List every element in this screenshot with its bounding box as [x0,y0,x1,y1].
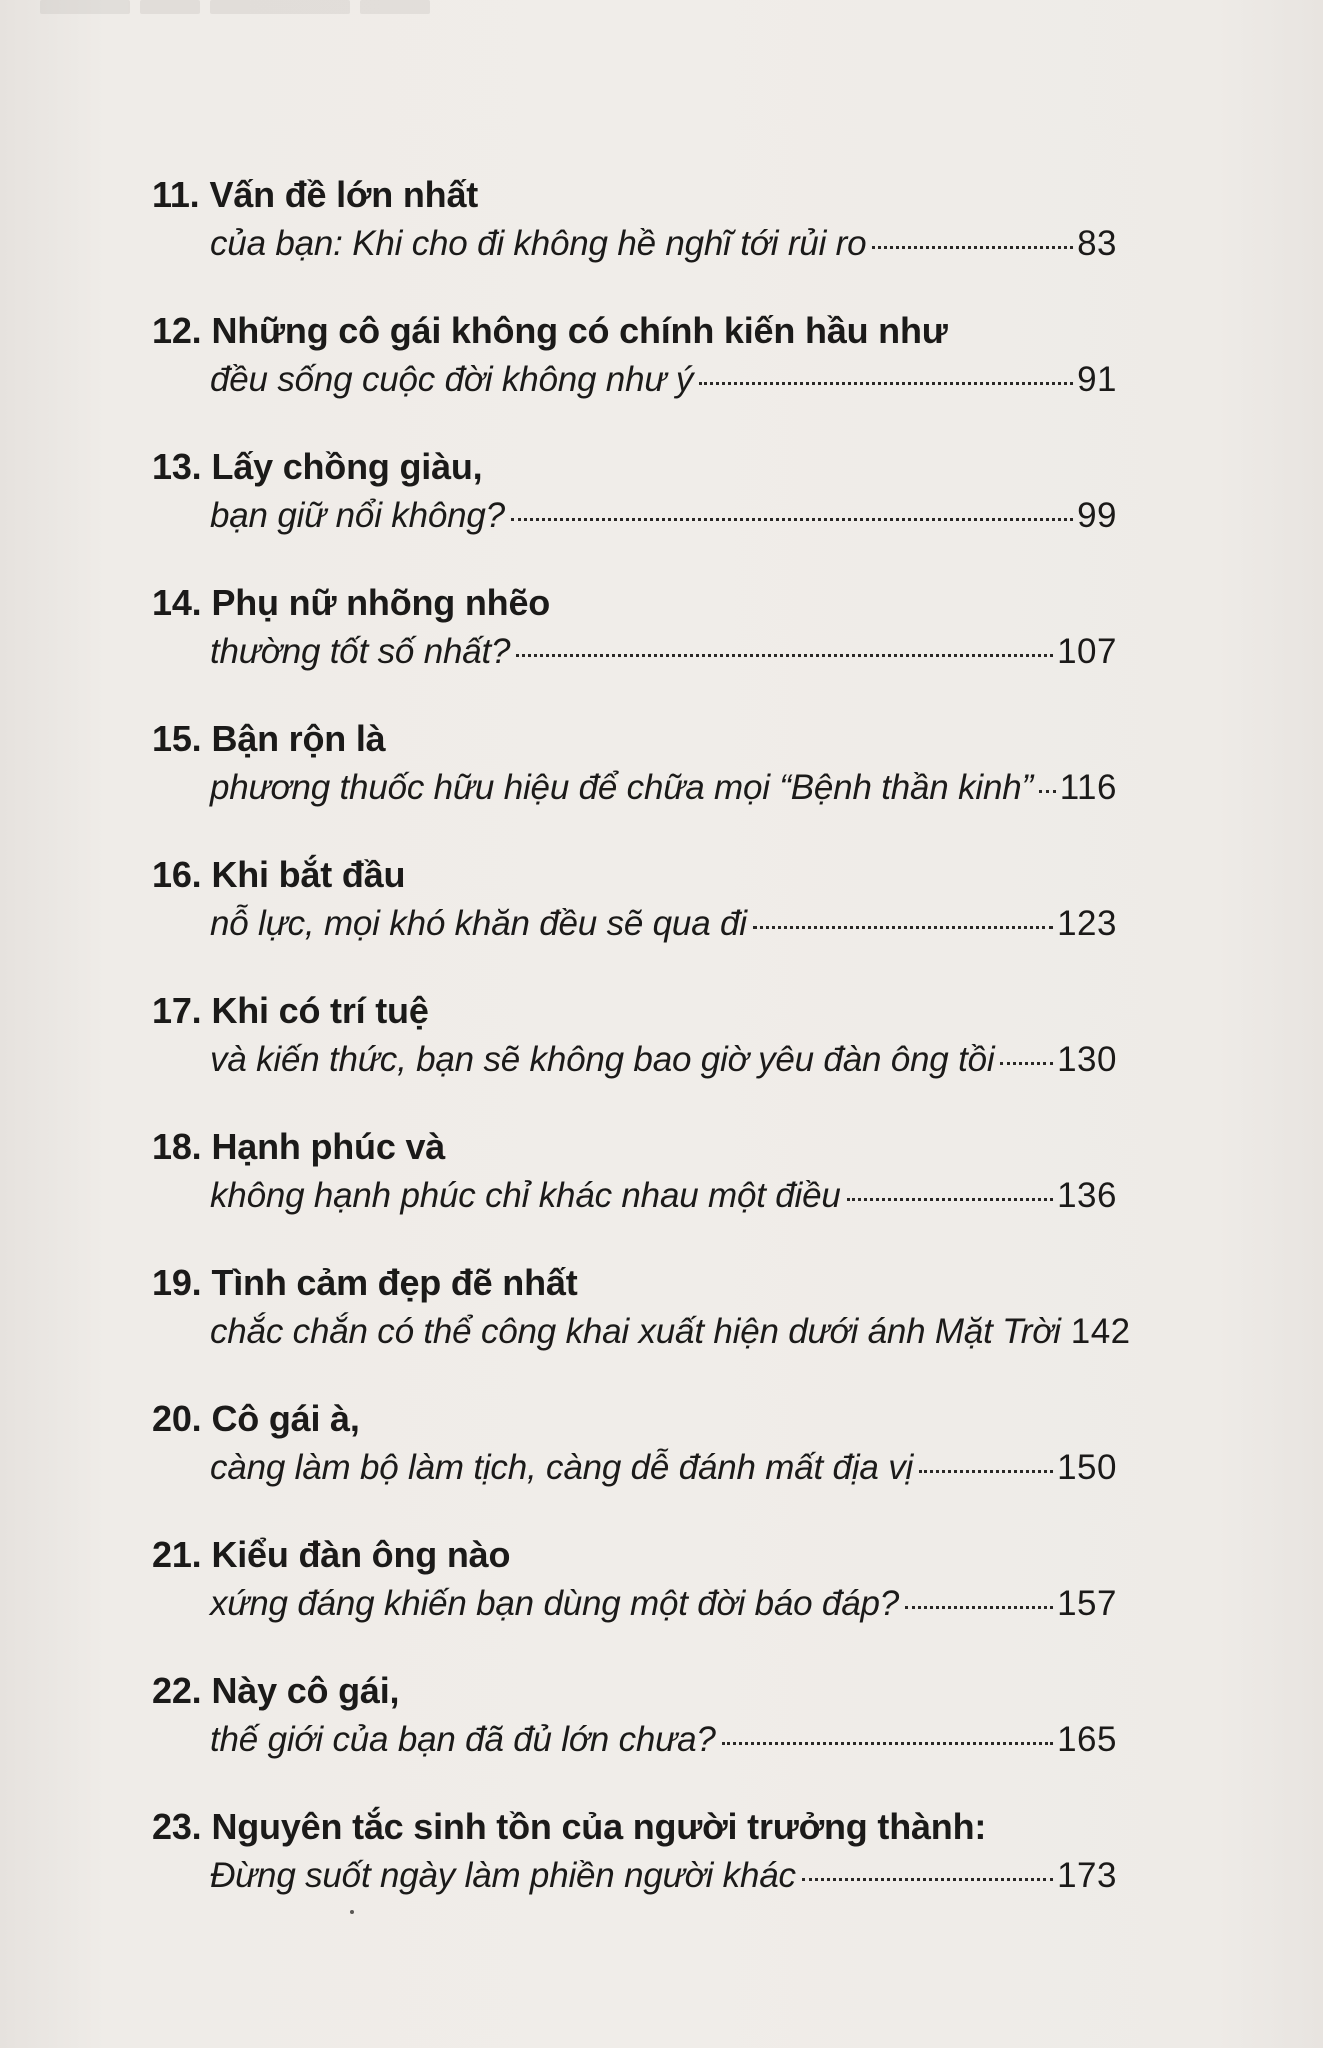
dot-leader [516,654,1053,657]
toc-subtitle-row [210,1584,1117,1624]
chapter-heading: Tình cảm đẹp đẽ nhất [211,1262,578,1303]
toc-subtitle-row [210,904,1117,944]
toc-subtitle-row [210,1720,1117,1760]
chapter-heading: Cô gái à, [211,1398,360,1439]
dot-leader [919,1470,1053,1473]
toc-subtitle-row [210,768,1117,808]
toc-subtitle-row [210,1856,1117,1896]
toc-subtitle-row [210,360,1117,400]
chapter-heading: Hạnh phúc và [211,1126,446,1167]
chapter-subtitle: phương thuốc hữu hiệu để chữa mọi “Bệnh thần kinh” [210,768,1033,807]
toc-heading [152,854,405,896]
toc-entry [0,438,1323,574]
ink-speck [350,1910,354,1914]
page-number: 157 [1057,1584,1117,1623]
toc-entry [0,1118,1323,1254]
toc-entry [0,846,1323,982]
chapter-subtitle: nỗ lực, mọi khó khăn đều sẽ qua đi [210,904,747,943]
page-number: 130 [1057,1040,1117,1079]
toc-subtitle-row [210,1448,1117,1488]
chapter-heading: Phụ nữ nhõng nhẽo [211,582,551,623]
toc-heading [152,310,948,352]
toc-subtitle-row [210,1040,1117,1080]
chapter-heading: Bận rộn là [211,718,386,759]
chapter-heading: Này cô gái, [211,1670,400,1711]
toc-heading [152,718,385,760]
chapter-subtitle: bạn giữ nổi không? [210,496,505,535]
chapter-number: 11. [152,174,200,215]
table-of-contents [0,166,1323,1934]
dot-leader [511,518,1073,521]
dot-leader [722,1742,1053,1745]
chapter-subtitle: và kiến thức, bạn sẽ không bao giờ yêu đàn ông tồi [210,1040,995,1079]
toc-subtitle-row [210,224,1117,264]
toc-heading [152,1806,986,1848]
chapter-number: 15. [152,718,202,759]
chapter-number: 20. [152,1398,202,1439]
toc-subtitle-row [210,632,1117,672]
page-number: 150 [1057,1448,1117,1487]
chapter-number: 22. [152,1670,202,1711]
chapter-number: 12. [152,310,202,351]
toc-heading [152,1262,578,1304]
chapter-number: 23. [152,1806,202,1847]
toc-entry [0,166,1323,302]
page-number: 91 [1077,360,1117,399]
chapter-heading: Những cô gái không có chính kiến hầu như [211,310,948,351]
toc-entry [0,1390,1323,1526]
page-number: 99 [1077,496,1117,535]
toc-entry [0,710,1323,846]
page-number: 107 [1057,632,1117,671]
page-number: 136 [1057,1176,1117,1215]
page-number: 173 [1057,1856,1117,1895]
chapter-subtitle: thường tốt số nhất? [210,632,511,671]
page-number: 142 [1070,1312,1131,1351]
toc-heading [152,1126,445,1168]
chapter-number: 18. [152,1126,202,1167]
chapter-heading: Kiểu đàn ông nào [211,1534,511,1575]
chapter-subtitle: của bạn: Khi cho đi không hề nghĩ tới rủi ro [210,224,867,263]
chapter-number: 17. [152,990,202,1031]
chapter-subtitle: Đừng suốt ngày làm phiền người khác [210,1856,796,1895]
toc-entry [0,1662,1323,1798]
toc-heading [152,174,478,216]
dot-leader [847,1198,1053,1201]
chapter-number: 21. [152,1534,202,1575]
chapter-number: 13. [152,446,202,487]
dot-leader [905,1606,1053,1609]
chapter-heading: Lấy chồng giàu, [211,446,483,487]
toc-heading [152,990,429,1032]
toc-heading [152,582,550,624]
chapter-heading: Khi bắt đầu [211,854,406,895]
toc-heading [152,1398,360,1440]
chapter-subtitle: đều sống cuộc đời không như ý [210,360,694,399]
page-number: 165 [1057,1720,1117,1759]
toc-heading [152,446,482,488]
toc-entry [0,1254,1323,1390]
chapter-heading: Vấn đề lớn nhất [209,174,479,215]
toc-subtitle-row [210,496,1117,536]
chapter-subtitle: càng làm bộ làm tịch, càng dễ đánh mất địa vị [210,1448,914,1487]
dot-leader [1039,790,1056,793]
toc-heading [152,1670,399,1712]
chapter-heading: Nguyên tắc sinh tồn của người trưởng thành: [211,1806,987,1847]
bleed-through-text [40,0,460,26]
dot-leader [802,1878,1053,1881]
dot-leader [753,926,1053,929]
dot-leader [872,246,1073,249]
chapter-subtitle: không hạnh phúc chỉ khác nhau một điều [210,1176,841,1215]
chapter-number: 16. [152,854,202,895]
toc-entry [0,302,1323,438]
toc-entry [0,1526,1323,1662]
chapter-number: 19. [152,1262,202,1303]
chapter-subtitle: thế giới của bạn đã đủ lớn chưa? [210,1720,716,1759]
toc-heading [152,1534,510,1576]
toc-subtitle-row [210,1176,1117,1216]
toc-entry [0,574,1323,710]
page-number: 123 [1057,904,1117,943]
chapter-subtitle: chắc chắn có thể công khai xuất hiện dưới ánh Mặt Trời [210,1312,1061,1351]
dot-leader [1000,1062,1053,1065]
chapter-number: 14. [152,582,202,623]
page-number: 116 [1059,768,1117,807]
dot-leader [699,382,1073,385]
chapter-subtitle: xứng đáng khiến bạn dùng một đời báo đáp? [210,1584,899,1623]
toc-entry [0,1798,1323,1934]
toc-subtitle-row [210,1312,1131,1352]
toc-entry [0,982,1323,1118]
chapter-heading: Khi có trí tuệ [211,990,429,1031]
page-number: 83 [1077,224,1117,263]
